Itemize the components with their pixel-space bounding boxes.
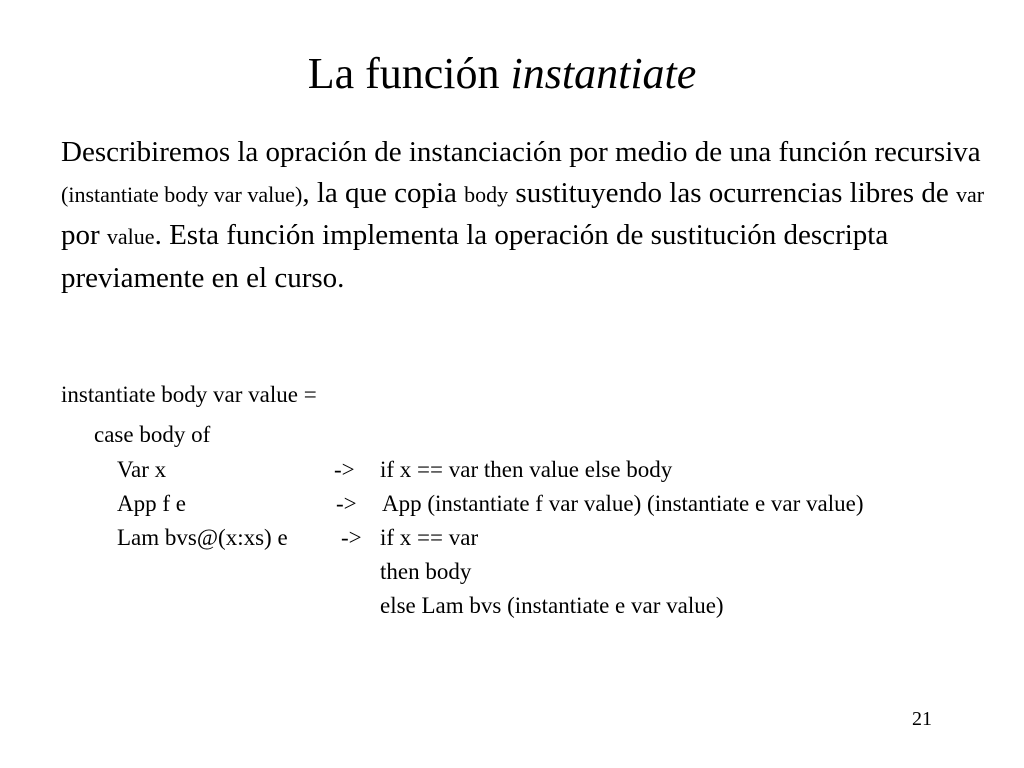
code-lam-else: else Lam bvs (instantiate e var value) [380,593,724,618]
code-case-line: case body of [94,422,211,447]
para-text-5: . Esta función implementa la operación de sustitución descripta previamente en el curso. [61,219,889,294]
para-inline-code-2: body [464,181,509,207]
slide-title [0,44,1004,104]
page-number: 21 [912,708,932,730]
code-lam-arrow: -> [341,525,362,550]
code-lam-result: if x == var [380,525,479,550]
para-inline-code-3: var [955,181,985,207]
code-lam-then: then body [380,559,472,584]
para-text-1: Describiremos la opración de instanciación por medio de una función recursiva [61,136,981,168]
para-inline-code-4: value [106,224,155,249]
code-app-pattern: App f e [117,491,186,516]
para-text-2: , la que copia [302,176,457,209]
code-header: instantiate body var value = [61,382,317,407]
code-app-arrow: -> [336,491,357,516]
title-main: La función [307,49,500,98]
para-text-3: sustituyendo las ocurrencias libres de [515,176,949,209]
code-var-pattern: Var x [117,457,167,482]
code-app-result: App (instantiate f var value) (instantiate e var value) [382,491,864,516]
code-lam-pattern: Lam bvs@(x:xs) e [117,525,288,550]
code-var-result: if x == var then value else body [380,457,673,482]
para-inline-code-1: (instantiate body var value) [61,181,303,207]
code-var-arrow: -> [334,457,355,482]
title-italic: instantiate [510,49,697,98]
description-paragraph [61,132,991,298]
para-text-4: por [61,219,100,251]
